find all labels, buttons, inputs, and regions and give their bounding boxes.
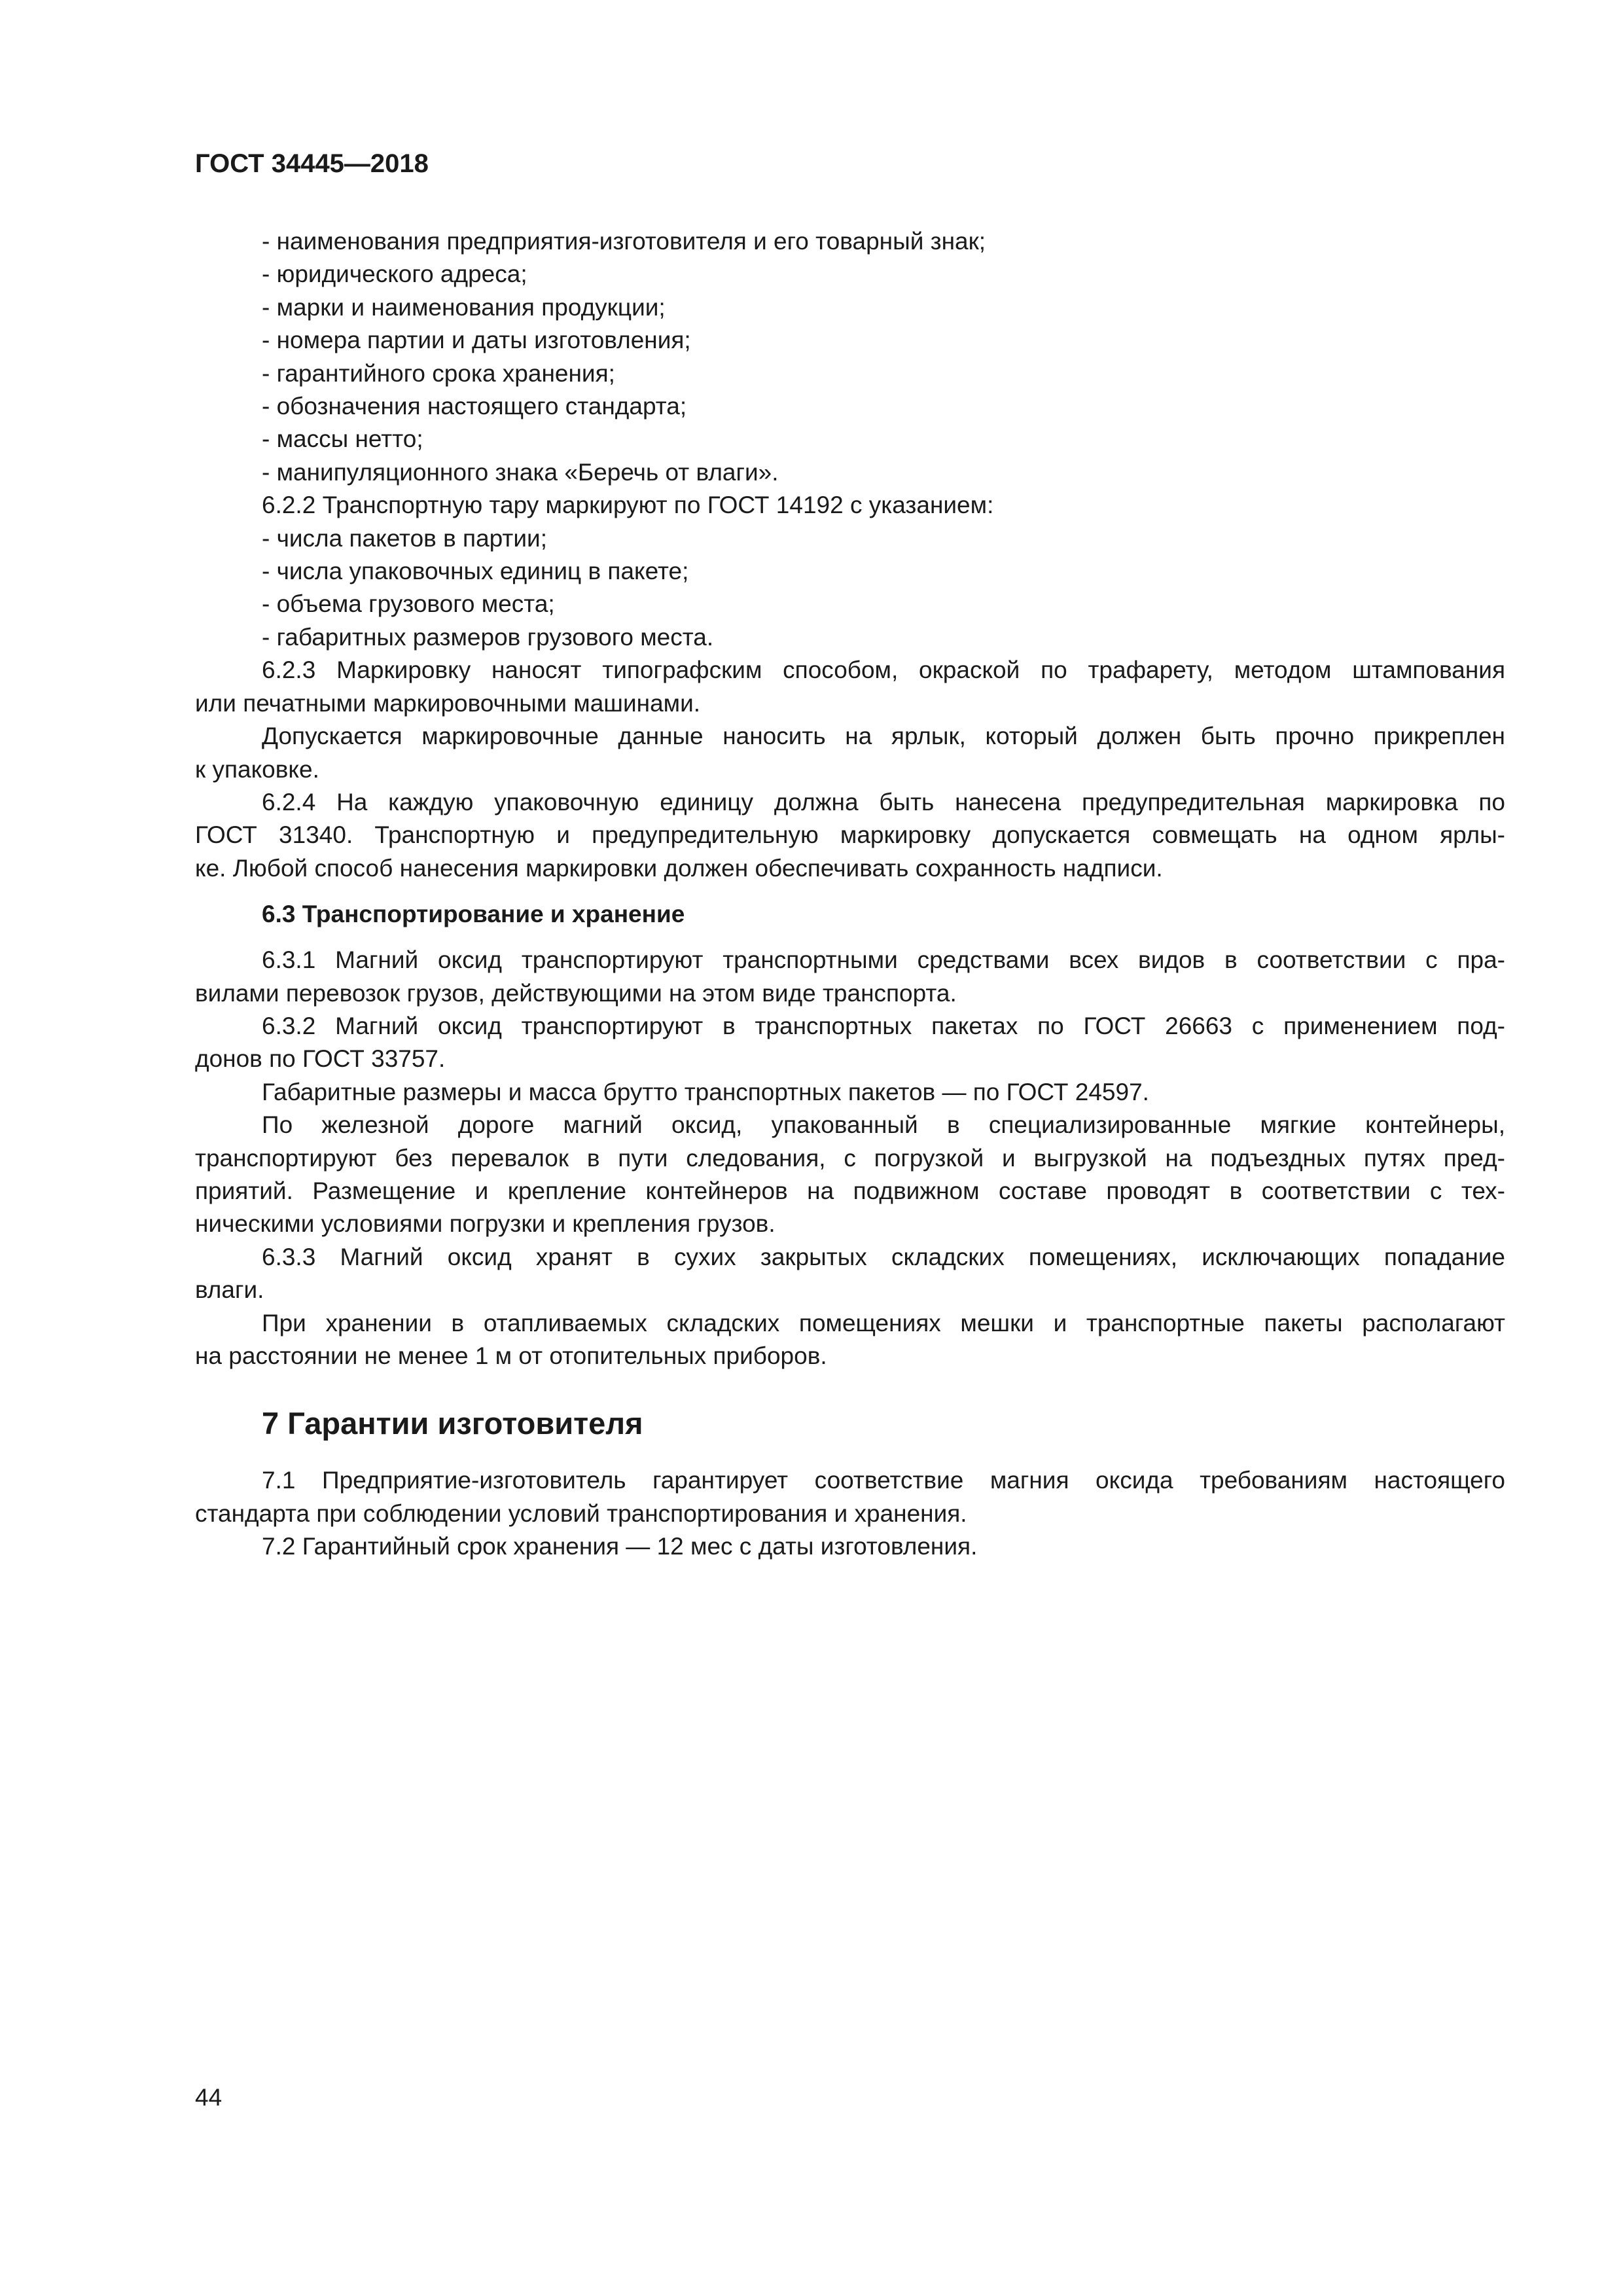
list-item: - наименования предприятия-изготовителя и его товарный знак;	[262, 228, 986, 255]
list-item: - объема грузового места;	[262, 590, 555, 618]
clause-6-2-3	[195, 654, 1505, 720]
list-item: - манипуляционного знака «Беречь от влаги».	[262, 458, 779, 486]
paragraph-line: к упаковке.	[195, 755, 319, 783]
list-item: - обозначения настоящего стандарта;	[262, 393, 687, 420]
list-item: - марки и наименования продукции;	[262, 293, 666, 321]
document-body	[195, 225, 1505, 1564]
section-heading: 7 Гарантии изготовителя	[262, 1406, 643, 1441]
paragraph-label	[195, 720, 1505, 786]
clause-6-2-4	[195, 786, 1505, 885]
document-designation: ГОСТ 34445—2018	[195, 149, 429, 178]
paragraph-line: или печатными маркировочными машинами.	[195, 689, 701, 717]
paragraph-line: донов по ГОСТ 33757.	[195, 1045, 446, 1073]
subsection-heading: 6.3 Транспортирование и хранение	[262, 901, 685, 928]
paragraph-line: ническими условиями погрузки и крепления грузов.	[195, 1210, 776, 1238]
page-number: 44	[195, 2084, 223, 2111]
list-item: - номера партии и даты изготовления;	[262, 327, 691, 354]
clause-7-2: 7.2 Гарантийный срок хранения — 12 мес с даты изготовления.	[262, 1533, 978, 1560]
clause-6-3-3	[195, 1241, 1505, 1307]
paragraph-line: транспортируют без перевалок в пути следования, с погрузкой и выгрузкой на подъездных путях пред-	[195, 1144, 1505, 1172]
list-item: - числа пакетов в партии;	[262, 524, 547, 552]
list-item: - массы нетто;	[262, 425, 423, 453]
paragraph-line: ГОСТ 31340. Транспортную и предупредительную маркировку допускается совмещать на одном ярлы-	[195, 821, 1505, 849]
paragraph-line: 6.3.3 Магний оксид хранят в сухих закрытых складских помещениях, исключающих попадание	[262, 1243, 1505, 1270]
paragraph-line: ке. Любой способ нанесения маркировки должен обеспечивать сохранность надписи.	[195, 854, 1163, 882]
clause-7-1	[195, 1464, 1505, 1530]
paragraph-line: Допускается маркировочные данные наносить на ярлык, который должен быть прочно прикреплен	[262, 723, 1505, 750]
paragraph-line: 6.2.3 Маркировку наносят типографским способом, окраской по трафарету, методом штампования	[262, 656, 1505, 684]
paragraph-line: 6.3.1 Магний оксид транспортируют транспортными средствами всех видов в соответствии с пра-	[262, 946, 1505, 974]
paragraph-line: По железной дороге магний оксид, упакованный в специализированные мягкие контейнеры,	[262, 1111, 1505, 1139]
list-item: - числа упаковочных единиц в пакете;	[262, 558, 689, 585]
paragraph-line: влаги.	[195, 1276, 264, 1304]
paragraph-line: стандарта при соблюдении условий транспортирования и хранения.	[195, 1499, 967, 1527]
paragraph-dimensions: Габаритные размеры и масса брутто транспортных пакетов — по ГОСТ 24597.	[262, 1078, 1149, 1105]
clause-6-3-1	[195, 944, 1505, 1010]
paragraph-line: При хранении в отапливаемых складских помещениях мешки и транспортные пакеты располагают	[262, 1309, 1505, 1336]
paragraph-line: 7.1 Предприятие-изготовитель гарантирует соответствие магния оксида требованиям настоящего	[262, 1467, 1505, 1494]
paragraph-line: на расстоянии не менее 1 м от отопительных приборов.	[195, 1342, 827, 1369]
paragraph-heated-storage	[195, 1307, 1505, 1373]
paragraph-railway	[195, 1109, 1505, 1241]
paragraph-line: вилами перевозок грузов, действующими на этом виде транспорта.	[195, 979, 957, 1007]
clause-6-2-2: 6.2.2 Транспортную тару маркируют по ГОСТ 14192 с указанием:	[262, 492, 994, 519]
clause-6-3-2	[195, 1010, 1505, 1076]
list-item: - юридического адреса;	[262, 260, 527, 288]
paragraph-line: 6.2.4 На каждую упаковочную единицу должна быть нанесена предупредительная маркировка по	[262, 788, 1505, 816]
list-item: - гарантийного срока хранения;	[262, 359, 615, 387]
paragraph-line: приятий. Размещение и крепление контейнеров на подвижном составе проводят в соответствии с тех-	[195, 1177, 1505, 1204]
list-item: - габаритных размеров грузового места.	[262, 623, 714, 651]
paragraph-line: 6.3.2 Магний оксид транспортируют в транспортных пакетах по ГОСТ 26663 с применением под-	[262, 1012, 1505, 1039]
